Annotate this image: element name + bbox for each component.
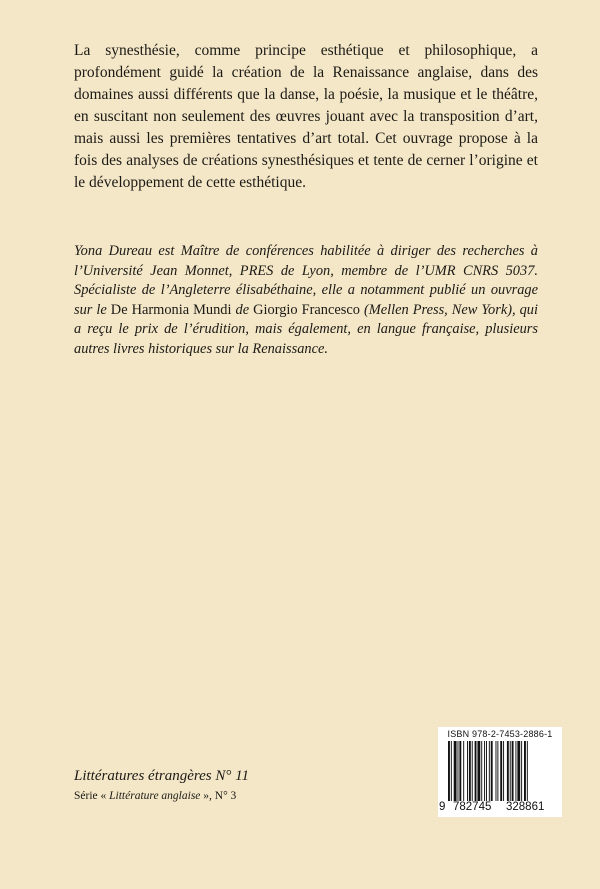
bio-text-1: Yona Dureau est Maître de conférences habilitée à diriger des recherches à l’Université Jean Monnet, PRES de Lyon, membre de l’UMR CNRS 5037. Spécialiste de l’Angleterre élisabéthaine, elle a notamment publié un ouvrage sur le — [74, 243, 538, 318]
barcode-bar — [524, 741, 526, 801]
bio-author-name: Giorgio Francesco — [253, 301, 360, 318]
barcode-bar — [484, 741, 485, 801]
barcode-bar — [451, 741, 452, 801]
barcode-bar — [458, 741, 459, 801]
subseries-number: », N° 3 — [200, 790, 237, 802]
barcode-digit-group-1: 782745 — [453, 801, 492, 813]
barcode-digit-group-2: 328861 — [506, 801, 545, 813]
barcode-bar — [491, 741, 493, 801]
subseries-name: Littérature anglaise — [109, 790, 201, 802]
barcode-label — [438, 727, 562, 817]
barcode-bar — [510, 741, 511, 801]
barcode-bar — [486, 741, 487, 801]
author-biography — [74, 242, 538, 360]
barcode-bar — [521, 741, 522, 801]
barcode-bar — [454, 741, 457, 801]
barcode-digit-first: 9 — [439, 801, 446, 813]
barcode-bar — [512, 741, 514, 801]
barcode-bar — [507, 741, 509, 801]
barcode-bar — [527, 741, 528, 801]
barcode-bar — [475, 741, 477, 801]
subseries-line — [74, 788, 374, 804]
series-info — [74, 766, 374, 804]
barcode-bar — [448, 741, 450, 801]
barcode-bar — [515, 741, 516, 801]
barcode-bar — [503, 741, 504, 801]
book-summary: La synesthésie, comme principe esthétique et philosophique, a profondément guidé la création de la Renaissance anglaise, dans des domaines aussi différents que la danse, la poésie, la musique et le théâtre, en suscitant non seulement des œuvres jouant avec la transposition d’art, mais aussi les premières tentatives d’art total. Cet ouvrage propose à la fois des analyses de créations synesthésiques et tente de cerner l’origine et le développement de cette esthétique. — [74, 42, 538, 191]
barcode-bar — [467, 741, 468, 801]
barcode-bar — [463, 741, 464, 801]
barcode-bar — [517, 741, 520, 801]
collection-title: Littératures étrangères N° 11 — [74, 768, 250, 784]
barcode-bar — [469, 741, 471, 801]
barcode-bar — [496, 741, 497, 801]
barcode-icon — [446, 741, 558, 801]
isbn-text: ISBN 978-2-7453-2886-1 — [447, 729, 553, 739]
bio-work-title: De Harmonia Mundi — [110, 301, 232, 318]
barcode-digits — [438, 801, 562, 815]
bio-text-2: de — [231, 301, 254, 318]
barcode-bar — [500, 741, 502, 801]
barcode-bar — [489, 741, 490, 801]
barcode-bar — [481, 741, 482, 801]
barcode-bar — [459, 741, 461, 801]
barcode-bar — [497, 741, 498, 801]
subseries-label: Série « — [74, 790, 110, 802]
barcode-bar — [472, 741, 473, 801]
bio-text-3: (Mellen Press, New York), qui a reçu le prix de l’érudition, mais également, en langue française, plusieurs autres livres historiques sur la Renaissance. — [74, 301, 538, 357]
barcode-bar — [477, 741, 480, 801]
